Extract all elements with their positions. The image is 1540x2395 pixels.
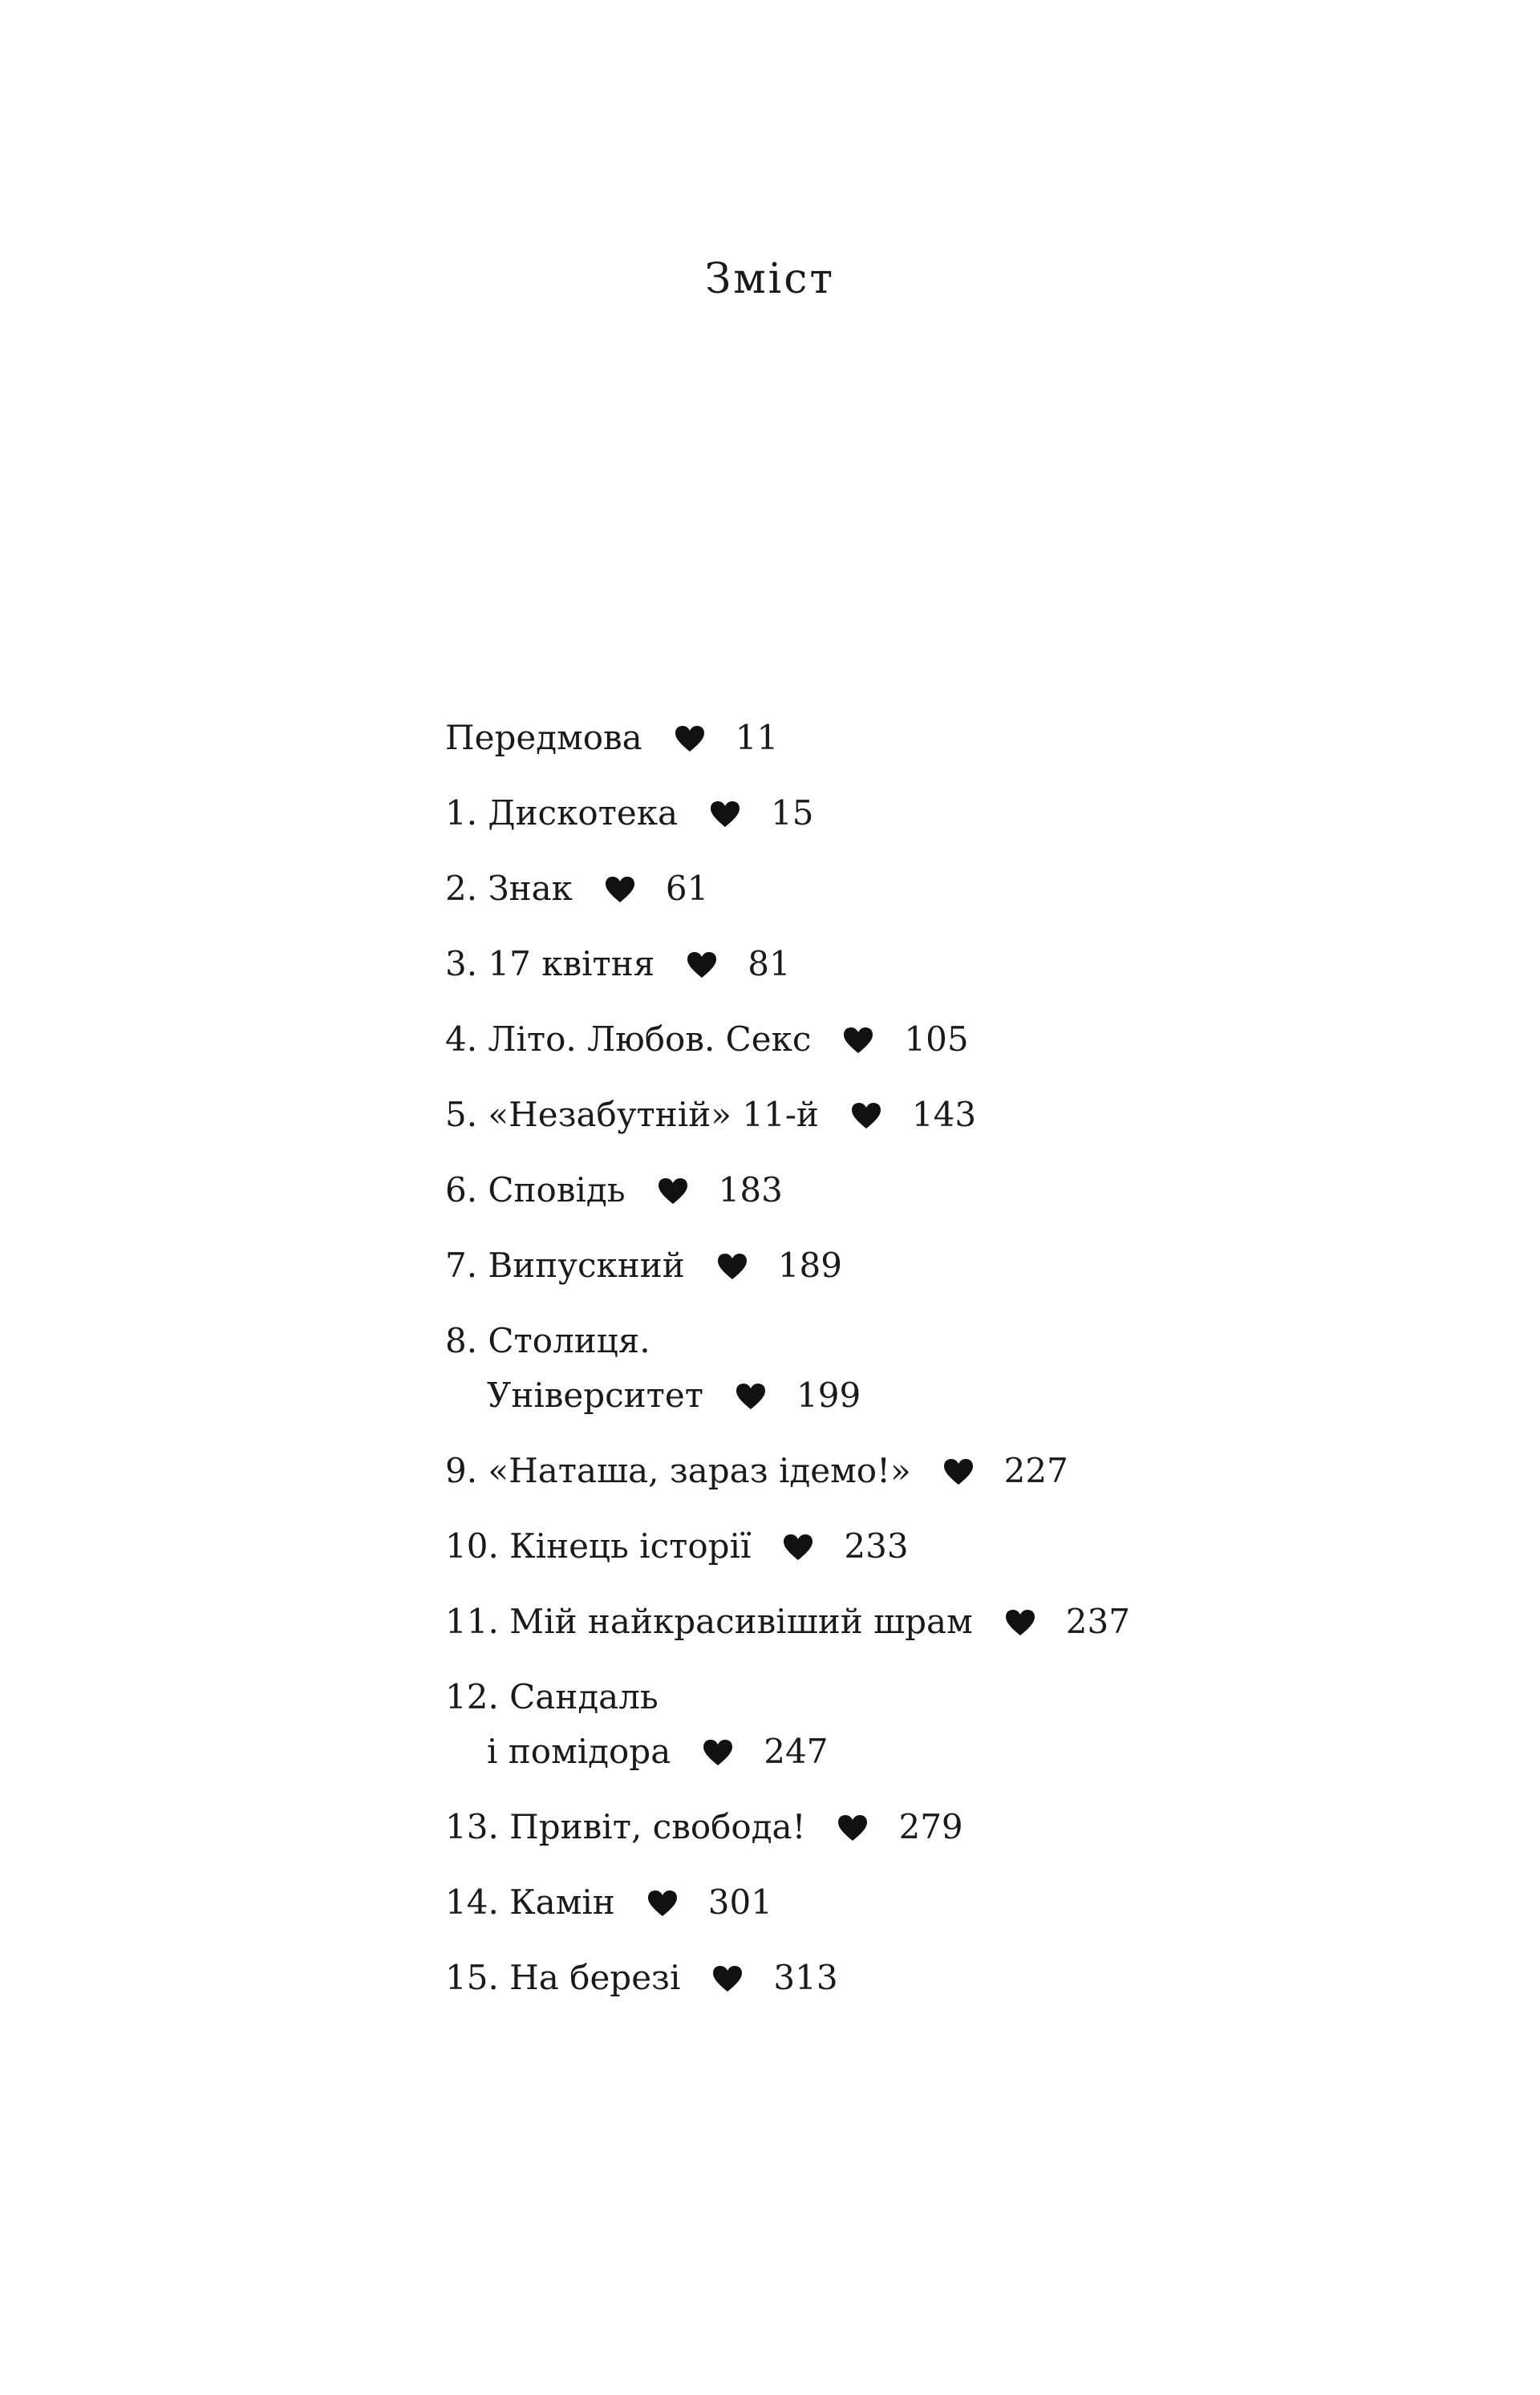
- toc-entry-title: [445, 1444, 1130, 1498]
- toc-entry[interactable]: [445, 1444, 1130, 1498]
- toc-page-number: 183: [718, 1170, 783, 1210]
- toc-entry[interactable]: [445, 1800, 1130, 1854]
- toc-page-number: 301: [707, 1882, 772, 1922]
- toc-entry-title-text: 4. Літо. Любов. Секс: [445, 1019, 812, 1059]
- heart-icon: [710, 800, 740, 828]
- heart-icon: [1005, 1609, 1035, 1636]
- heart-icon: [943, 1458, 974, 1485]
- toc-entry-title-text: 6. Сповідь: [445, 1170, 626, 1210]
- toc-entry-title: [445, 1951, 1130, 2005]
- heart-icon: [783, 1534, 813, 1561]
- toc-entry-title-text: 8. Столиця.: [445, 1321, 650, 1360]
- toc-page-number: 247: [764, 1732, 829, 1771]
- toc-entry[interactable]: [445, 1314, 1130, 1423]
- toc-entry[interactable]: [445, 711, 1130, 765]
- toc-page-number: 11: [735, 718, 779, 757]
- heart-icon: [675, 725, 705, 752]
- toc-entry-title: [445, 937, 1130, 991]
- toc-entry-title: [445, 1519, 1130, 1574]
- toc-entry[interactable]: [445, 1670, 1130, 1779]
- toc-entry-title: [445, 1875, 1130, 1930]
- toc-entry-title: [445, 1163, 1130, 1218]
- heart-icon: [605, 876, 635, 903]
- toc-entry-title: [445, 1595, 1130, 1649]
- toc-page-number: 143: [911, 1095, 977, 1134]
- toc-entry-title: [445, 786, 1130, 841]
- table-of-contents: [445, 711, 1130, 2026]
- toc-page-number: 313: [773, 1958, 838, 1997]
- toc-page-number: 105: [904, 1019, 969, 1059]
- toc-page-number: 199: [796, 1376, 861, 1415]
- toc-page-number: 233: [844, 1526, 909, 1566]
- toc-entry-title-continued: [445, 1368, 1130, 1423]
- toc-page-number: 61: [665, 869, 709, 908]
- toc-entry-title: [445, 1314, 1130, 1368]
- toc-entry-title: [445, 1800, 1130, 1854]
- heart-icon: [851, 1102, 881, 1129]
- toc-entry[interactable]: [445, 937, 1130, 991]
- toc-entry-title: [445, 1238, 1130, 1293]
- toc-entry-title: [445, 1088, 1130, 1142]
- toc-entry-title-text: 5. «Незабутній» 11-й: [445, 1095, 819, 1134]
- toc-entry-title: [445, 1012, 1130, 1067]
- toc-entry[interactable]: [445, 1595, 1130, 1649]
- toc-entry-title-text: 13. Привіт, свобода!: [445, 1807, 806, 1846]
- toc-page-number: 279: [898, 1807, 963, 1846]
- toc-entry-title-text: 2. Знак: [445, 869, 573, 908]
- toc-page-number: 227: [1003, 1451, 1068, 1490]
- heart-icon: [843, 1027, 873, 1054]
- heart-icon: [736, 1383, 766, 1410]
- heart-icon: [712, 1965, 743, 1992]
- toc-entry-title-text: 10. Кінець історії: [445, 1526, 752, 1566]
- toc-entry-title-text: 9. «Наташа, зараз ідемо!»: [445, 1451, 911, 1490]
- toc-entry[interactable]: [445, 861, 1130, 916]
- heart-icon: [658, 1177, 688, 1205]
- toc-entry[interactable]: [445, 1519, 1130, 1574]
- heart-icon: [703, 1739, 733, 1766]
- toc-entry-title: [445, 861, 1130, 916]
- toc-page-number: 15: [771, 793, 814, 833]
- toc-entry-title-continued: [445, 1724, 1130, 1779]
- toc-page-number: 81: [748, 944, 791, 983]
- toc-entry[interactable]: [445, 1951, 1130, 2005]
- toc-entry-title-text: Передмова: [445, 718, 642, 757]
- toc-entry-title-text: 11. Мій найкрасивіший шрам: [445, 1602, 973, 1641]
- heart-icon: [687, 951, 717, 979]
- toc-entry[interactable]: [445, 1163, 1130, 1218]
- toc-entry-title-text: 12. Сандаль: [445, 1677, 659, 1716]
- toc-entry[interactable]: [445, 1012, 1130, 1067]
- toc-entry[interactable]: [445, 1875, 1130, 1930]
- toc-entry-title-text: 3. 17 квітня: [445, 944, 655, 983]
- heart-icon: [647, 1890, 678, 1917]
- toc-page-number: 189: [777, 1246, 842, 1285]
- toc-entry-title-text-continued: Університет: [487, 1376, 704, 1415]
- toc-entry-title-text: 7. Випускний: [445, 1246, 685, 1285]
- toc-entry[interactable]: [445, 1088, 1130, 1142]
- toc-entry-title: [445, 1670, 1130, 1724]
- toc-entry-title: [445, 711, 1130, 765]
- heart-icon: [717, 1253, 748, 1280]
- toc-entry-title-text: 1. Дискотека: [445, 793, 679, 833]
- toc-entry-title-text: 15. На березі: [445, 1958, 681, 1997]
- toc-page-number: 237: [1065, 1602, 1130, 1641]
- page-title: Зміст: [704, 255, 836, 303]
- heart-icon: [837, 1814, 868, 1842]
- toc-entry[interactable]: [445, 1238, 1130, 1293]
- toc-entry-title-text: 14. Камін: [445, 1882, 615, 1922]
- toc-entry-title-text-continued: і помідора: [487, 1732, 671, 1771]
- toc-entry[interactable]: [445, 786, 1130, 841]
